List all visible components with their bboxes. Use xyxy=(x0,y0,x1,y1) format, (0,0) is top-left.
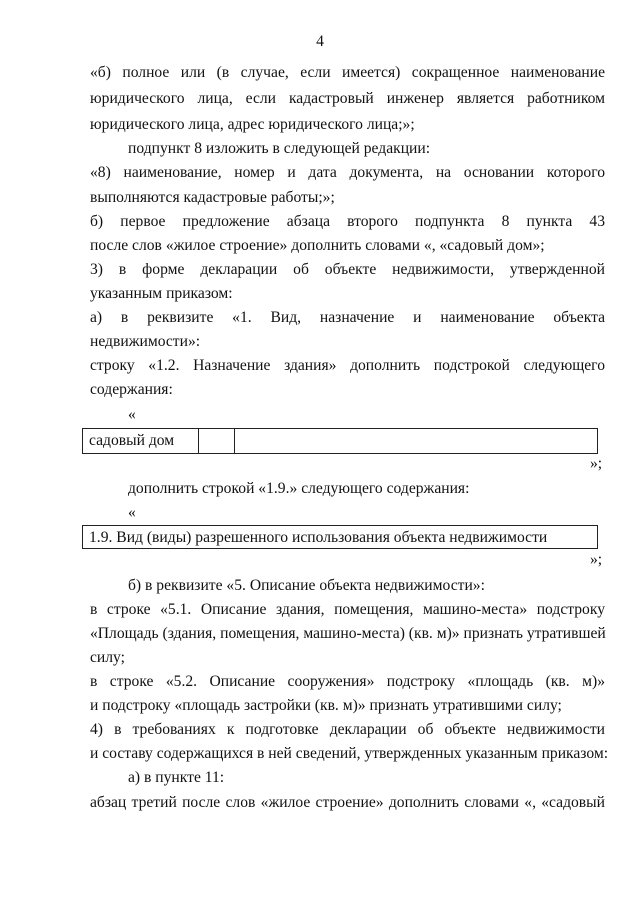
text-line: б) первое предложение абзаца второго подпункта 8 пункта 43 xyxy=(90,213,605,230)
text-line: силу; xyxy=(90,649,125,666)
text-line: б) в реквизите «5. Описание объекта недвижимости»: xyxy=(128,577,485,594)
quote-close: »; xyxy=(590,551,603,568)
text-line: юридического лица, адрес юридического лица;»; xyxy=(90,116,415,133)
text-line: содержания: xyxy=(90,381,173,398)
text-line: недвижимости»: xyxy=(90,333,201,350)
text-line: после слов «жилое строение» дополнить словами «, «садовый дом»; xyxy=(90,237,545,254)
text-line: и составу содержащихся в ней сведений, утвержденных указанным приказом: xyxy=(90,745,609,762)
table-cell-empty xyxy=(198,429,199,453)
text-line: и подстроку «площадь застройки (кв. м)» признать утратившими силу; xyxy=(90,697,562,714)
text-line: 3) в форме декларации об объекте недвижимости, утвержденной xyxy=(90,261,605,278)
text-line: в строке «5.2. Описание сооружения» подстроку «площадь (кв. м)» xyxy=(90,673,605,690)
text-line: а) в реквизите «1. Вид, назначение и наименование объекта xyxy=(90,309,605,326)
table-cell-permitted-use: 1.9. Вид (виды) разрешенного использования объекта недвижимости xyxy=(89,529,548,546)
quote-open: « xyxy=(128,504,136,521)
text-line: «Площадь (здания, помещения, машино-места) (кв. м)» признать утратившей xyxy=(90,625,606,642)
table-cell-garden-house: садовый дом xyxy=(89,432,175,449)
text-line: «8) наименование, номер и дата документа, на основании которого xyxy=(90,164,605,181)
table-permitted-use xyxy=(82,525,598,549)
quote-open: « xyxy=(128,406,136,423)
quote-close: »; xyxy=(590,455,603,472)
text-line: указанным приказом: xyxy=(90,285,233,302)
text-line: а) в пункте 11: xyxy=(128,769,225,786)
text-line: строку «1.2. Назначение здания» дополнить подстрокой следующего xyxy=(90,357,605,374)
text-line: абзац третий после слов «жилое строение» дополнить словами «, «садовый xyxy=(90,794,605,811)
page-number: 4 xyxy=(316,33,324,50)
text-line: дополнить строкой «1.9.» следующего содержания: xyxy=(128,480,470,497)
text-line: подпункт 8 изложить в следующей редакции: xyxy=(128,140,431,157)
text-line: в строке «5.1. Описание здания, помещения, машино-места» подстроку xyxy=(90,601,605,618)
text-line: юридического лица, если кадастровый инженер является работником xyxy=(90,90,605,107)
table-garden-house xyxy=(82,428,598,454)
table-cell-empty xyxy=(234,429,235,453)
text-line: «б) полное или (в случае, если имеется) сокращенное наименование xyxy=(90,64,605,81)
text-line: 4) в требованиях к подготовке декларации об объекте недвижимости xyxy=(90,721,605,738)
text-line: выполняются кадастровые работы;»; xyxy=(90,189,335,206)
